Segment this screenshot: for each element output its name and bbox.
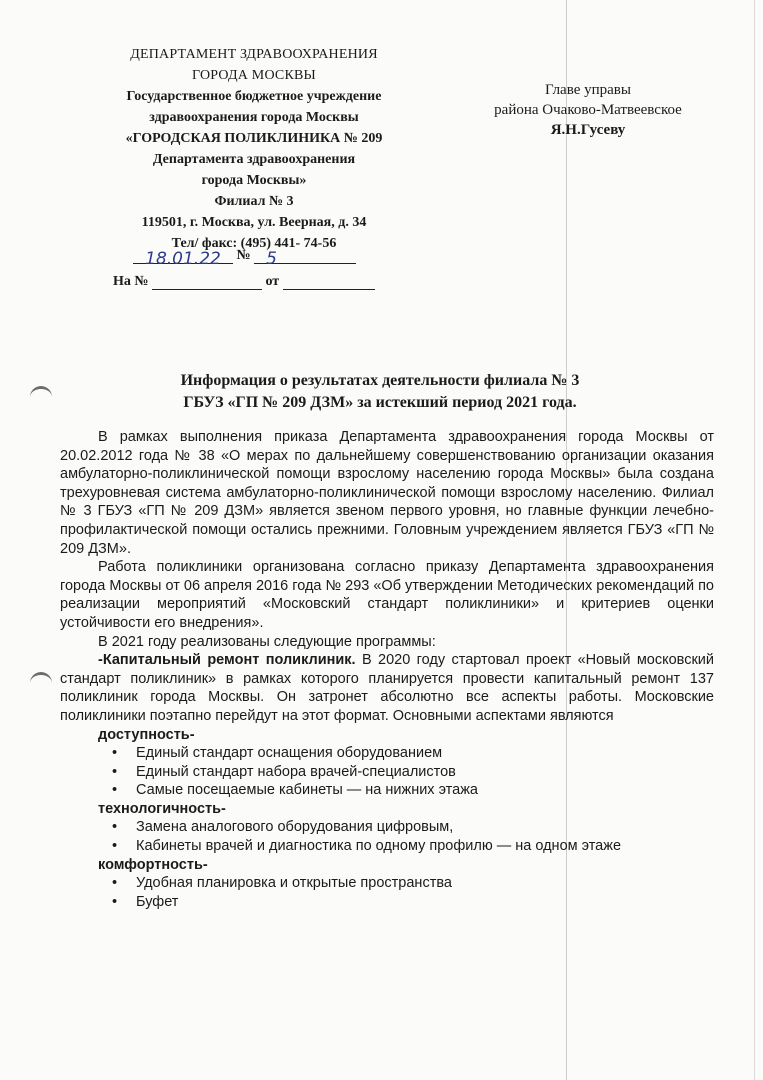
list-item: • Самые посещаемые кабинеты — на нижних этажа — [112, 781, 714, 800]
handwritten-date: 18.01.22 — [145, 249, 221, 269]
outgoing-number-field — [254, 249, 356, 269]
letterhead — [95, 44, 413, 254]
institution-line: здравоохранения города Москвы — [149, 110, 359, 125]
reference-row — [113, 274, 375, 290]
institution-line: Департамента здравоохранения — [152, 152, 356, 167]
outgoing-date-field — [133, 249, 233, 269]
paragraph: В 2021 году реализованы следующие программы: — [98, 633, 436, 650]
dept-line: ДЕПАРТАМЕНТ ЗДРАВООХРАНЕНИЯ — [130, 47, 378, 62]
document-body — [60, 428, 714, 911]
branch-line: Филиал № 3 — [214, 194, 294, 209]
bullet-list — [60, 874, 714, 911]
paper-edge — [754, 0, 755, 1080]
institution-line: «ГОРОДСКАЯ ПОЛИКЛИНИКА № 209 — [125, 131, 383, 146]
punch-hole-mark — [30, 386, 52, 401]
list-item: • Удобная планировка и открытые пространства — [112, 874, 714, 893]
punch-hole-mark — [30, 672, 52, 687]
list-item: • Кабинеты врачей и диагностика по одному профилю — на одном этаже — [112, 837, 714, 856]
addressee-line: района Очаково-Матвеевское — [494, 102, 682, 118]
document-title — [60, 370, 700, 414]
paragraph — [60, 651, 714, 725]
addressee-name: Я.Н.Гусеву — [550, 122, 626, 138]
list-item: • Единый стандарт оснащения оборудованием — [112, 744, 714, 763]
paragraph: Работа поликлиники организована согласно приказу Департамента здравоохранения города Москвы от 06 апреля 2016 года № 293 «Об утверждении Методических рекомендаций по реализации мероприятий «Московский стандарт поликлиники» и критериев оценки устойчивости его внедрения». — [60, 559, 714, 631]
bullet-list — [60, 744, 714, 800]
reference-label: На № — [113, 274, 149, 289]
outgoing-date-number-row — [133, 248, 356, 269]
addressee-block — [488, 80, 688, 140]
paragraph: В рамках выполнения приказа Департамента здравоохранения города Москвы от 20.02.2012 года № 38 «О мерах по дальнейшему совершенствованию организации оказания амбулаторно-поликлинической помощи взрослому населению города Москвы» была создана трехуровневая система амбулаторно-поликлинической помощи взрослому населению. Филиал № 3 ГБУЗ «ГП № 209 ДЗМ» является звеном первого уровня, но главные функции лечебно-профилактической помощи остались прежними. Головным учреждением является ГБУЗ «ГП № 209 ДЗМ». — [60, 429, 714, 557]
institution-line: города Москвы» — [201, 173, 307, 188]
institution-line: Государственное бюджетное учреждение — [126, 89, 382, 104]
dept-line: ГОРОДА МОСКВЫ — [192, 68, 316, 83]
handwritten-number: 5 — [266, 249, 277, 269]
list-item: • Буфет — [112, 893, 714, 912]
addressee-line: Главе управы — [545, 82, 631, 98]
paragraph-lead: -Капитальный ремонт поликлиник. — [98, 652, 356, 669]
phone-line: Тел/ факс: (495) 441- 74-56 — [171, 236, 337, 251]
section-heading: комфортность- — [98, 856, 208, 873]
section-heading: доступность- — [98, 726, 195, 743]
reference-date-field — [283, 275, 375, 290]
paragraph-text: В 2020 году стартовал проект «Новый московский стандарт поликлиник» в рамках которого планируется провести капитальный ремонт 137 поликлиник города Москвы. Он затронет абсолютно все аспекты работы. Московские поликлиники поэтапно перейдут на этот формат. Основными аспектами являются — [60, 652, 715, 724]
address-line: 119501, г. Москва, ул. Веерная, д. 34 — [141, 215, 367, 230]
list-item: • Единый стандарт набора врачей-специалистов — [112, 763, 714, 782]
bullet-list — [60, 818, 714, 855]
number-label: № — [236, 248, 251, 263]
reference-number-field — [152, 275, 262, 290]
title-line: ГБУЗ «ГП № 209 ДЗМ» за истекший период 2021 года. — [183, 394, 577, 411]
reference-from-label: от — [265, 274, 280, 289]
section-heading: технологичность- — [98, 800, 226, 817]
title-line: Информация о результатах деятельности филиала № 3 — [180, 372, 580, 389]
list-item: • Замена аналогового оборудования цифровым, — [112, 818, 714, 837]
